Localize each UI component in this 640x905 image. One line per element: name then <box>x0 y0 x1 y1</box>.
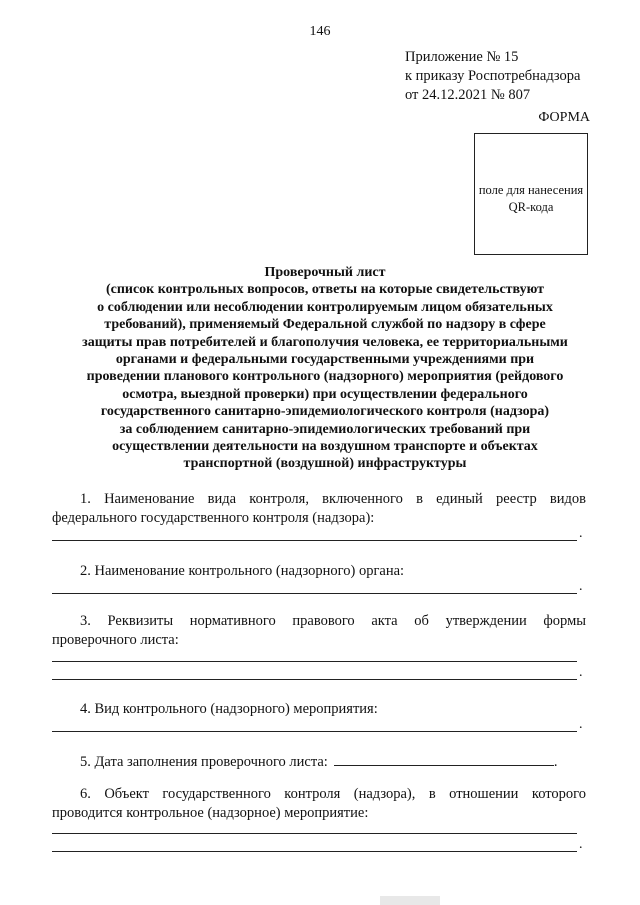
title-line: требований), применяемый Федеральной службой по надзору в сфере <box>104 317 546 333</box>
item-1-text <box>52 490 586 528</box>
item-6-fill-line-1[interactable] <box>52 833 577 834</box>
item-6-line-1: 6. Объект государственного контроля (надзора), в отношении которого <box>80 786 586 802</box>
item-2-fill-line[interactable] <box>52 593 577 594</box>
item-6-text <box>52 785 586 823</box>
item-5-text <box>52 751 586 772</box>
item-1-line-end: . <box>579 526 583 541</box>
item-5-line-end: . <box>553 754 558 770</box>
item-1-fill-line[interactable] <box>52 540 577 541</box>
item-2-line-end: . <box>579 579 583 594</box>
form-label: ФОРМА <box>538 110 590 125</box>
item-5-date-field[interactable] <box>334 751 554 766</box>
item-4-line-1: 4. Вид контрольного (надзорного) мероприятия: <box>80 701 378 717</box>
title-line: осмотра, выездной проверки) при осуществлении федерального <box>122 386 528 402</box>
item-4-fill-line[interactable] <box>52 731 577 732</box>
item-1-line-1: 1. Наименование вида контроля, включенного в единый реестр видов <box>80 491 586 507</box>
title-line: (список контрольных вопросов, ответы на которые свидетельствуют <box>105 282 545 298</box>
item-6-line-2: проводится контрольное (надзорное) мероприятие: <box>52 805 369 821</box>
qr-box-line-2: QR-кода <box>508 200 554 214</box>
title-line: осуществлении деятельности на воздушном транспорте и объектах <box>112 439 538 455</box>
item-3-fill-line-2[interactable] <box>52 679 577 680</box>
title-line: Проверочный лист <box>264 265 386 280</box>
item-4-text <box>52 700 586 719</box>
qr-box-line-1: поле для нанесения <box>478 183 584 197</box>
item-3-line-2: проверочного листа: <box>52 632 179 648</box>
appendix-line-1: Приложение № 15 <box>405 49 519 65</box>
appendix-line-2: к приказу Роспотребнадзора <box>405 68 581 84</box>
item-2-line-1: 2. Наименование контрольного (надзорного) органа: <box>80 563 405 579</box>
item-4-line-end: . <box>579 717 583 732</box>
title-line: транспортной (воздушной) инфраструктуры <box>183 456 467 472</box>
title-line: проведении планового контрольного (надзорного) мероприятия (рейдового <box>86 369 564 385</box>
item-5-line-1: 5. Дата заполнения проверочного листа: <box>80 754 328 770</box>
page-number: 146 <box>309 24 331 39</box>
item-6-fill-line-2[interactable] <box>52 851 577 852</box>
document-title <box>40 264 610 473</box>
title-line: за соблюдением санитарно-эпидемиологических требований при <box>119 421 531 437</box>
title-line: о соблюдении или несоблюдении контролируемым лицом обязательных <box>97 299 553 315</box>
title-line: государственного санитарно-эпидемиологического контроля (надзора) <box>100 404 550 420</box>
item-3-text <box>52 612 586 650</box>
item-3-line-end: . <box>579 665 583 680</box>
item-3-fill-line-1[interactable] <box>52 661 577 662</box>
item-3-line-1: 3. Реквизиты нормативного правового акта об утверждении формы <box>80 613 586 629</box>
item-6-line-end: . <box>579 837 583 852</box>
item-1-line-2: федерального государственного контроля (надзора): <box>52 510 375 526</box>
item-2-text <box>52 562 586 581</box>
appendix-line-3: от 24.12.2021 № 807 <box>405 87 531 103</box>
title-line: защиты прав потребителей и благополучия человека, ее территориальными <box>82 334 568 350</box>
appendix-header <box>405 48 580 105</box>
title-line: органами и федеральными государственными учреждениями при <box>115 352 535 368</box>
qr-code-placeholder <box>474 133 588 255</box>
scan-artifact <box>380 896 440 905</box>
